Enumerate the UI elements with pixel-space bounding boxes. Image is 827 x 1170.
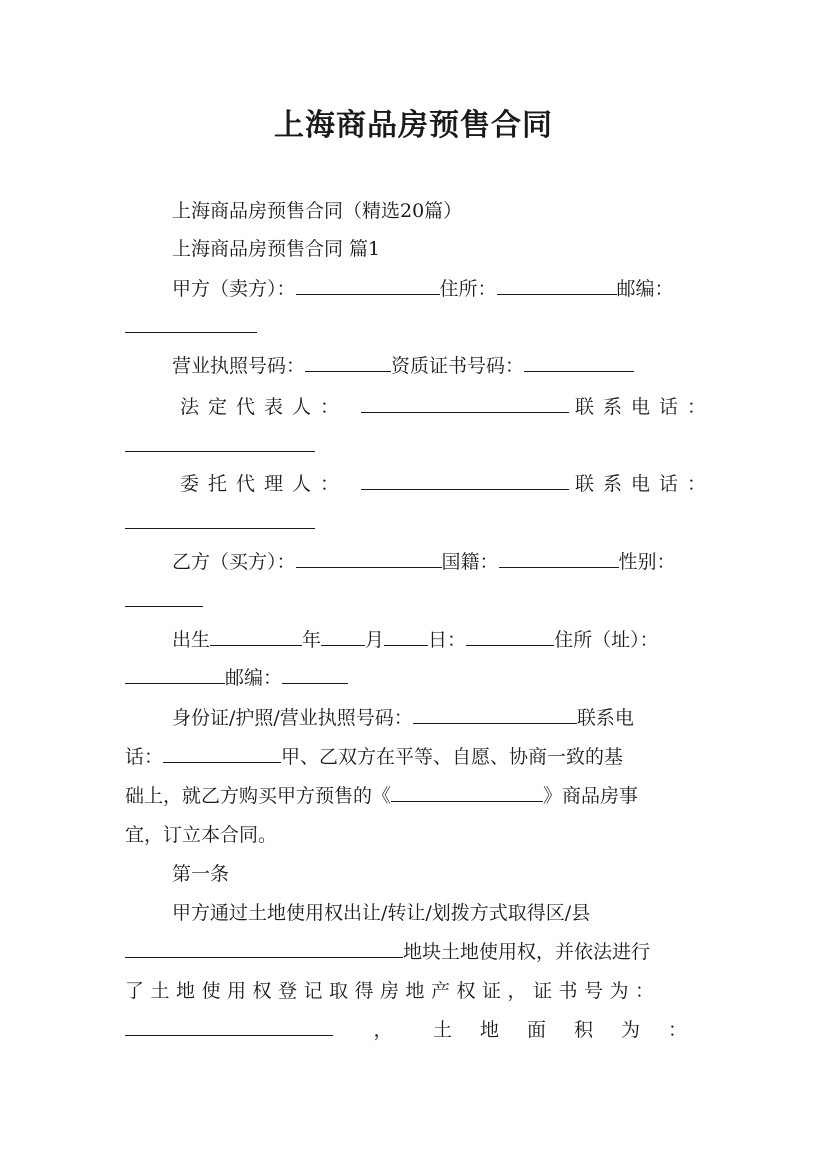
license-line: [172, 353, 715, 379]
section-heading: 上海商品房预售合同 篇1: [172, 238, 381, 260]
birth-month-blank: [321, 627, 365, 646]
agreement-text-2a: 础上，就乙方购买甲方预售的《: [125, 785, 392, 807]
qualification-label: 资质证书号码：: [391, 355, 525, 377]
birth-residence-blank: [125, 665, 225, 684]
agreement-text-2b: 》商品房事: [543, 785, 639, 807]
legal-rep-phone-line: [125, 433, 715, 459]
party-b-gender-label: 性别：: [618, 551, 676, 573]
party-b-label: 乙方（买方）：: [172, 551, 296, 573]
agent-phone-label: 联系电话：: [574, 473, 715, 495]
party-b-line: [172, 549, 715, 575]
qualification-blank: [524, 353, 634, 372]
district-blank: [125, 939, 403, 958]
id-phone-blank: [163, 744, 281, 763]
article-1-line-1: 甲方通过土地使用权出让/转让/划拨方式取得区/县: [172, 902, 591, 924]
party-a-residence-blank: [497, 276, 617, 295]
birth-year-blank: [210, 627, 302, 646]
article-1-line-4-comma: ，: [373, 1019, 393, 1041]
id-label: 身份证/护照/营业执照号码：: [172, 707, 413, 729]
birth-label: 出生: [172, 629, 211, 651]
agent-phone-line: [125, 510, 715, 536]
article-1-line-2: [125, 939, 715, 965]
document-subtitle: 上海商品房预售合同（精选20篇）: [172, 200, 463, 222]
agent-phone-blank: [125, 510, 315, 529]
agent-label: 委托代理人：: [180, 473, 349, 495]
party-b-nationality-blank: [499, 549, 619, 568]
birth-day-label: 日：: [428, 629, 467, 651]
birth-day-blank: [384, 627, 428, 646]
party-a-line: [172, 276, 715, 302]
agent-blank: [361, 471, 569, 490]
party-a-label: 甲方（卖方）：: [172, 278, 296, 300]
id-phone-label-part1: 联系电: [576, 707, 634, 729]
birth-month-label: 月: [365, 629, 385, 651]
article-1-heading: 第一条: [172, 863, 230, 885]
article-1-line-2-text: 地块土地使用权，并依法进行: [403, 941, 651, 963]
legal-rep-phone-blank: [125, 433, 315, 452]
agent-line: [180, 471, 715, 497]
party-b-nationality-label: 国籍：: [441, 551, 499, 573]
agreement-text-1: 甲、乙双方在平等、自愿、协商一致的基: [281, 746, 624, 768]
certificate-blank: [125, 1017, 333, 1036]
legal-rep-line: [180, 394, 715, 420]
article-1-line-4: [125, 1017, 715, 1043]
party-a-postcode-label: 邮编：: [616, 278, 674, 300]
project-name-blank: [391, 783, 543, 802]
party-a-name-blank: [296, 276, 440, 295]
birth-year-label: 年: [302, 629, 322, 651]
party-b-gender-blank: [125, 588, 203, 607]
article-1-line-3: 了土地使用权登记取得房地产权证，证书号为：: [125, 980, 661, 1002]
birth-postcode-label: 邮编：: [225, 667, 283, 689]
id-line: [172, 705, 715, 731]
id-phone-label-part2: 话：: [125, 746, 164, 768]
party-a-residence-label: 住所：: [439, 278, 497, 300]
id-blank: [413, 705, 577, 724]
legal-rep-phone-label: 联系电话：: [574, 396, 715, 418]
document-title: 上海商品房预售合同: [274, 108, 553, 143]
birth-postcode-line: [125, 665, 715, 691]
license-label: 营业执照号码：: [172, 355, 306, 377]
birth-residence-label: 住所（址）：: [554, 629, 659, 651]
agreement-text-3: 宜，订立本合同。: [125, 824, 278, 846]
birth-line: [172, 627, 715, 653]
legal-rep-label: 法定代表人：: [180, 396, 349, 418]
party-b-gender-line: [125, 588, 715, 614]
birth-postcode-blank: [282, 665, 348, 684]
party-a-postcode-blank: [125, 314, 257, 333]
party-b-name-blank: [296, 549, 442, 568]
id-phone-line: [125, 744, 715, 770]
license-blank: [305, 353, 391, 372]
legal-rep-blank: [361, 394, 569, 413]
birth-date-blank: [466, 627, 554, 646]
article-1-line-4-text: 土地面积为：: [432, 1019, 715, 1041]
agreement-line-2: [125, 783, 715, 809]
party-a-postcode-line: [125, 314, 715, 340]
